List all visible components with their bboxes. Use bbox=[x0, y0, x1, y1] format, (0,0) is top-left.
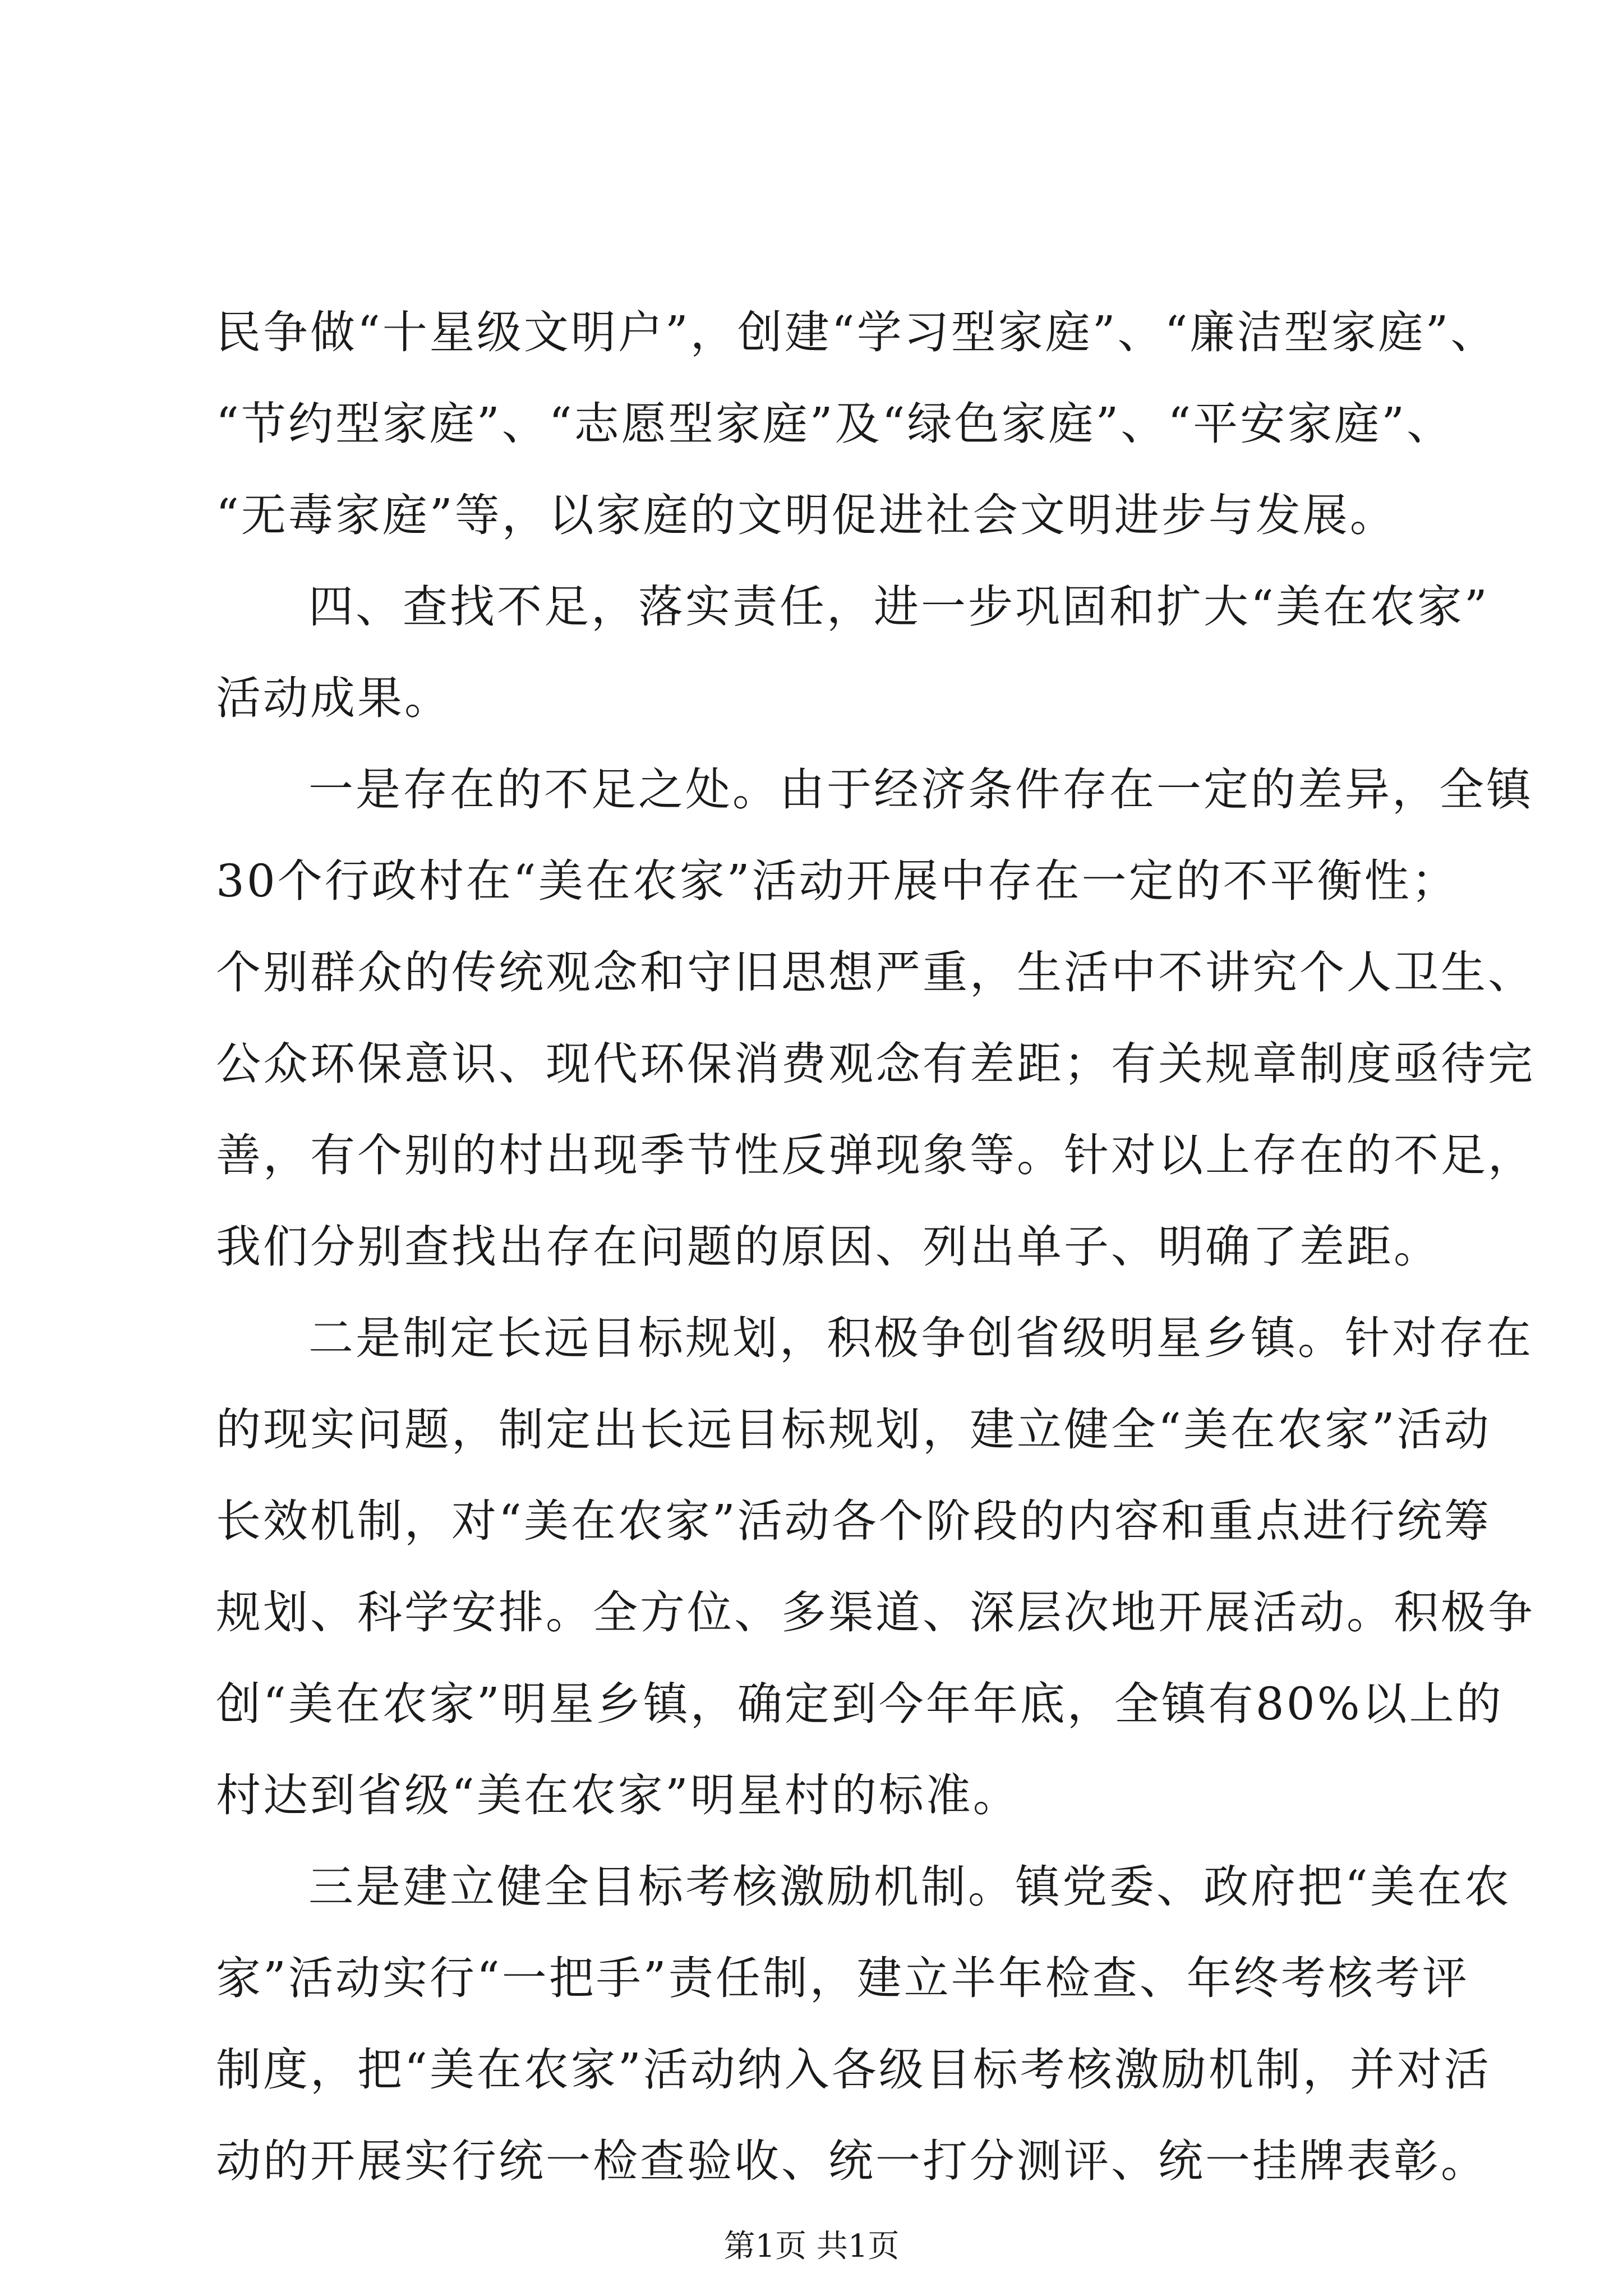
text-line-18: 三是建立健全目标考核激励机制。镇党委、政府把“美在农 bbox=[308, 1861, 1511, 1913]
text-line-4: 四、查找不足，落实责任，进一步巩固和扩大“美在农家” bbox=[308, 581, 1490, 633]
text-line-8: 个别群众的传统观念和守旧思想严重，生活中不讲究个人卫生、 bbox=[216, 946, 1535, 999]
text-line-6: 一是存在的不足之处。由于经济条件存在一定的差异，全镇 bbox=[308, 763, 1533, 816]
text-line-3: “无毒家庭”等，以家庭的文明促进社会文明进步与发展。 bbox=[216, 489, 1397, 541]
text-line-2: “节约型家庭”、“志愿型家庭”及“绿色家庭”、“平安家庭”、 bbox=[216, 398, 1454, 450]
text-line-21: 动的开展实行统一检查验收、统一打分测评、统一挂牌表彰。 bbox=[216, 2135, 1488, 2187]
text-line-15: 规划、科学安排。全方位、多渠道、深层次地开展活动。积极争 bbox=[216, 1586, 1535, 1639]
text-line-9: 公众环保意识、现代环保消费观念有差距；有关规章制度亟待完 bbox=[216, 1038, 1535, 1090]
text-line-10: 善，有个别的村出现季节性反弹现象等。针对以上存在的不足， bbox=[216, 1129, 1535, 1181]
text-line-12: 二是制定长远目标规划，积极争创省级明星乡镇。针对存在 bbox=[308, 1312, 1533, 1364]
text-line-17: 村达到省级“美在农家”明星村的标准。 bbox=[216, 1769, 1020, 1821]
page-footer: 第1页 共1页 bbox=[723, 2228, 900, 2265]
text-line-7: 30个行政村在“美在农家”活动开展中存在一定的不平衡性； bbox=[216, 855, 1459, 907]
text-line-1: 民争做“十星级文明户”，创建“学习型家庭”、“廉洁型家庭”、 bbox=[216, 306, 1498, 358]
text-line-11: 我们分别查找出存在问题的原因、列出单子、明确了差距。 bbox=[216, 1221, 1441, 1273]
text-line-13: 的现实问题，制定出长远目标规划，建立健全“美在农家”活动 bbox=[216, 1404, 1491, 1456]
text-line-14: 长效机制，对“美在农家”活动各个阶段的内容和重点进行统筹 bbox=[216, 1495, 1491, 1547]
text-line-16: 创“美在农家”明星乡镇，确定到今年年底，全镇有80%以上的 bbox=[216, 1678, 1504, 1730]
text-line-5: 活动成果。 bbox=[216, 672, 451, 724]
text-line-19: 家”活动实行“一把手”责任制，建立半年检查、年终考核考评 bbox=[216, 1952, 1469, 2004]
text-line-20: 制度，把“美在农家”活动纳入各级目标考核激励机制，并对活 bbox=[216, 2044, 1491, 2096]
